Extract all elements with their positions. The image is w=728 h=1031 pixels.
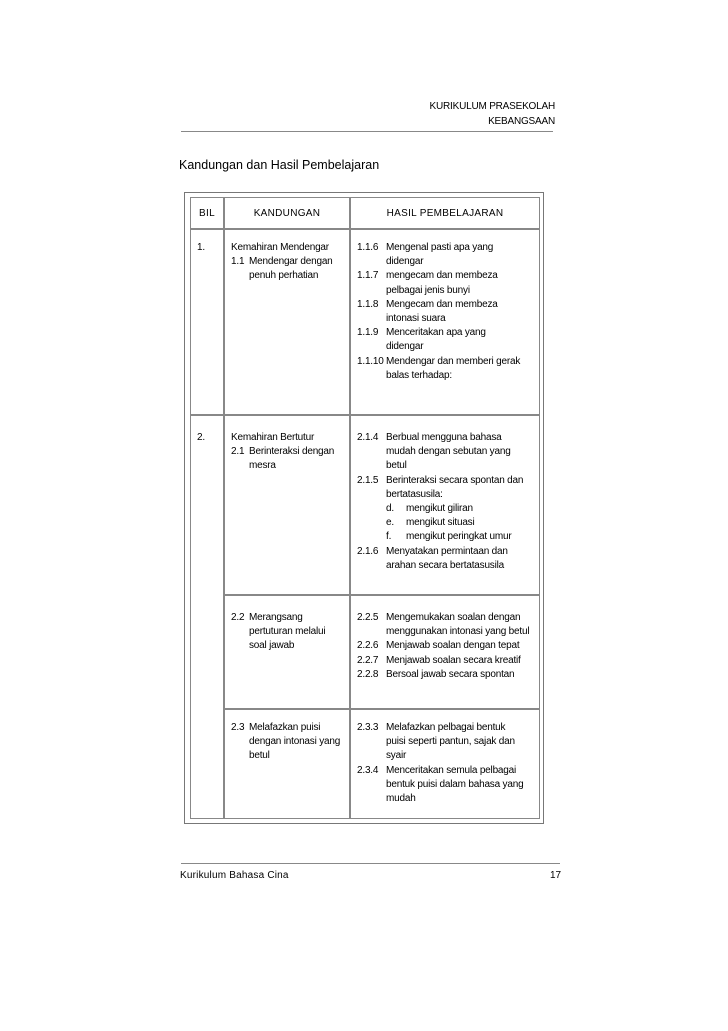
row3-content-item: 2.2 Merangsang pertuturan melalui soal jawab xyxy=(231,612,326,652)
section-title: Kandungan dan Hasil Pembelajaran xyxy=(179,158,380,172)
col-header-hasil: HASIL PEMBELAJARAN xyxy=(350,197,540,229)
row1-content-item: 1.1 Mendengar dengan penuh perhatian xyxy=(231,256,333,282)
footer-rule xyxy=(181,863,560,864)
header-line-2: KEBANGSAAN xyxy=(488,116,555,127)
row2-bil: 2. xyxy=(197,432,205,443)
running-header xyxy=(430,99,555,129)
outcome-2-1-5: 2.1.5 Berinteraksi secara spontan dan bertatasusila: xyxy=(357,474,524,500)
row1-outcomes xyxy=(357,241,535,383)
row2-content-item: 2.1 Berinteraksi dengan mesra xyxy=(231,446,335,472)
col-header-kandungan: KANDUNGAN xyxy=(224,197,350,229)
row1-bil: 1. xyxy=(197,242,205,253)
row2-content-head: Kemahiran Bertutur xyxy=(231,432,315,443)
outcome-2-2-6: 2.2.6 Menjawab soalan dengan tepat xyxy=(357,640,520,652)
sub-item-f: f. mengikut peringkat umur xyxy=(386,531,512,543)
outcome-1-1-7: 1.1.7 mengecam dan membeza pelbagai jenis bunyi xyxy=(357,270,498,296)
header-line-1: KURIKULUM PRASEKOLAH xyxy=(429,101,555,112)
row2-content xyxy=(231,431,345,474)
row1-bil-cell xyxy=(190,229,224,415)
outcome-2-1-6: 2.1.6 Menyatakan permintaan dan arahan secara bertatasusila xyxy=(357,545,508,571)
row2-bil-cell xyxy=(190,415,224,819)
outcome-2-2-7: 2.2.7 Menjawab soalan secara kreatif xyxy=(357,654,521,666)
content-table xyxy=(184,192,544,824)
col-header-bil: BIL xyxy=(190,197,224,229)
row3-content xyxy=(231,611,345,654)
row3-outcomes xyxy=(357,611,537,682)
outcome-2-2-8: 2.2.8 Bersoal jawab secara spontan xyxy=(357,668,515,680)
outcome-1-1-8: 1.1.8 Mengecam dan membeza intonasi suara xyxy=(357,298,498,325)
row4-content-item: 2.3 Melafazkan puisi dengan intonasi yang betul xyxy=(231,722,341,762)
page-number: 17 xyxy=(550,870,562,881)
outcome-2-3-3: 2.3.3 Melafazkan pelbagai bentuk puisi seperti pantun, sajak dan syair xyxy=(357,722,515,762)
outcome-2-1-4: 2.1.4 Berbual mengguna bahasa mudah dengan sebutan yang betul xyxy=(357,432,511,472)
row4-content xyxy=(231,721,345,764)
outcome-2-3-4: 2.3.4 Menceritakan semula pelbagai bentuk puisi dalam bahasa yang mudah xyxy=(357,764,524,805)
row1-content-head: Kemahiran Mendengar xyxy=(231,242,329,253)
sub-item-e: e. mengikut situasi xyxy=(386,517,475,529)
outcome-2-2-5: 2.2.5 Mengemukakan soalan dengan menggunakan intonasi yang betul xyxy=(357,612,530,638)
outcome-1-1-9: 1.1.9 Menceritakan apa yang didengar xyxy=(357,327,486,353)
row2-outcomes xyxy=(357,431,537,573)
sub-item-d: d. mengikut giliran xyxy=(386,503,473,515)
footer-title: Kurikulum Bahasa Cina xyxy=(180,870,289,881)
header-rule xyxy=(181,131,553,132)
row4-outcomes xyxy=(357,721,537,806)
outcome-1-1-10: 1.1.10 Mendengar dan memberi gerak balas terhadap: xyxy=(357,355,521,381)
outcome-2-1-5-subitems xyxy=(357,502,537,545)
row1-content xyxy=(231,241,345,284)
outcome-1-1-6: 1.1.6 Mengenal pasti apa yang didengar xyxy=(357,242,494,268)
